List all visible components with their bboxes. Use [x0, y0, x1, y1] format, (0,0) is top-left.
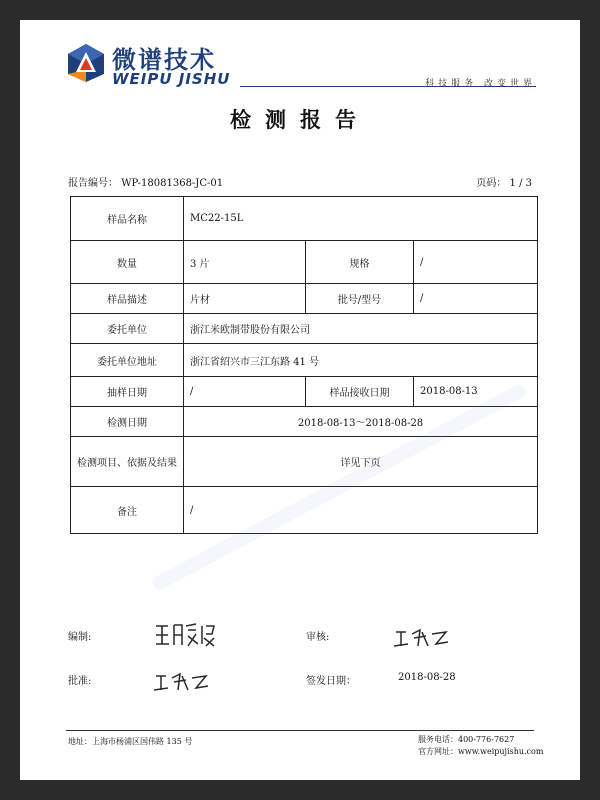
quantity-value: 3 片	[184, 241, 306, 284]
slogan: 科技服务 改变世界	[425, 79, 536, 89]
table-row	[71, 197, 538, 241]
issue-date-value: 2018-08-28	[398, 672, 456, 683]
description-value: 片材	[184, 284, 306, 314]
compiled-by-label: 编制:	[68, 632, 92, 643]
page-title: 检测报告	[230, 108, 370, 132]
service-phone: 服务电话：400-776-7627	[418, 735, 515, 744]
sampling-date-label: 抽样日期	[71, 377, 184, 407]
reviewer-signature	[392, 626, 452, 650]
company-address: 地址：上海市杨浦区国伟路 135 号	[68, 737, 193, 746]
client-label: 委托单位	[71, 314, 184, 344]
reviewed-by-label: 审核:	[306, 632, 330, 643]
page-number-label: 页码：	[476, 178, 507, 189]
issue-date-label: 签发日期：	[306, 676, 356, 687]
sampling-date-value: /	[184, 377, 306, 407]
client-address-value: 浙江省绍兴市三江东路 41 号	[184, 344, 538, 377]
approved-by-label: 批准:	[68, 676, 92, 687]
page-number-value: 1 / 3	[509, 178, 532, 189]
table-row	[71, 314, 538, 344]
test-date-label: 检测日期	[71, 407, 184, 437]
company-logo	[66, 42, 106, 82]
report-page	[20, 20, 580, 780]
client-address-label: 委托单位地址	[71, 344, 184, 377]
footer-divider	[66, 730, 534, 731]
website: 官方网址：www.weipujishu.com	[418, 747, 544, 756]
test-date-value: 2018-08-13～2018-08-28	[184, 407, 538, 437]
brand-name-en: WEIPU JISHU	[112, 70, 231, 88]
quantity-label: 数量	[71, 241, 184, 284]
received-date-label: 样品接收日期	[306, 377, 414, 407]
page-number	[476, 174, 532, 189]
batch-value: /	[414, 284, 538, 314]
spec-value: /	[414, 241, 538, 284]
approver-signature	[152, 670, 212, 694]
sample-name-label: 样品名称	[71, 197, 184, 241]
spec-label: 规格	[306, 241, 414, 284]
table-row	[71, 284, 538, 314]
report-number-label: 报告编号：	[68, 178, 118, 189]
description-label: 样品描述	[71, 284, 184, 314]
sample-name-value: MC22-15L	[184, 197, 538, 241]
test-items-value: 详见下页	[184, 437, 538, 487]
brand-name-cn: 微谱技术	[112, 46, 216, 74]
batch-label: 批号/型号	[306, 284, 414, 314]
report-number-value: WP-18081368-JC-01	[121, 178, 224, 189]
report-number	[68, 174, 223, 189]
remarks-value: /	[184, 487, 538, 534]
test-items-label: 检测项目、依据及结果	[71, 437, 184, 487]
table-row	[71, 241, 538, 284]
client-value: 浙江米欧制带股份有限公司	[184, 314, 538, 344]
received-date-value: 2018-08-13	[414, 377, 538, 407]
remarks-label: 备注	[71, 487, 184, 534]
